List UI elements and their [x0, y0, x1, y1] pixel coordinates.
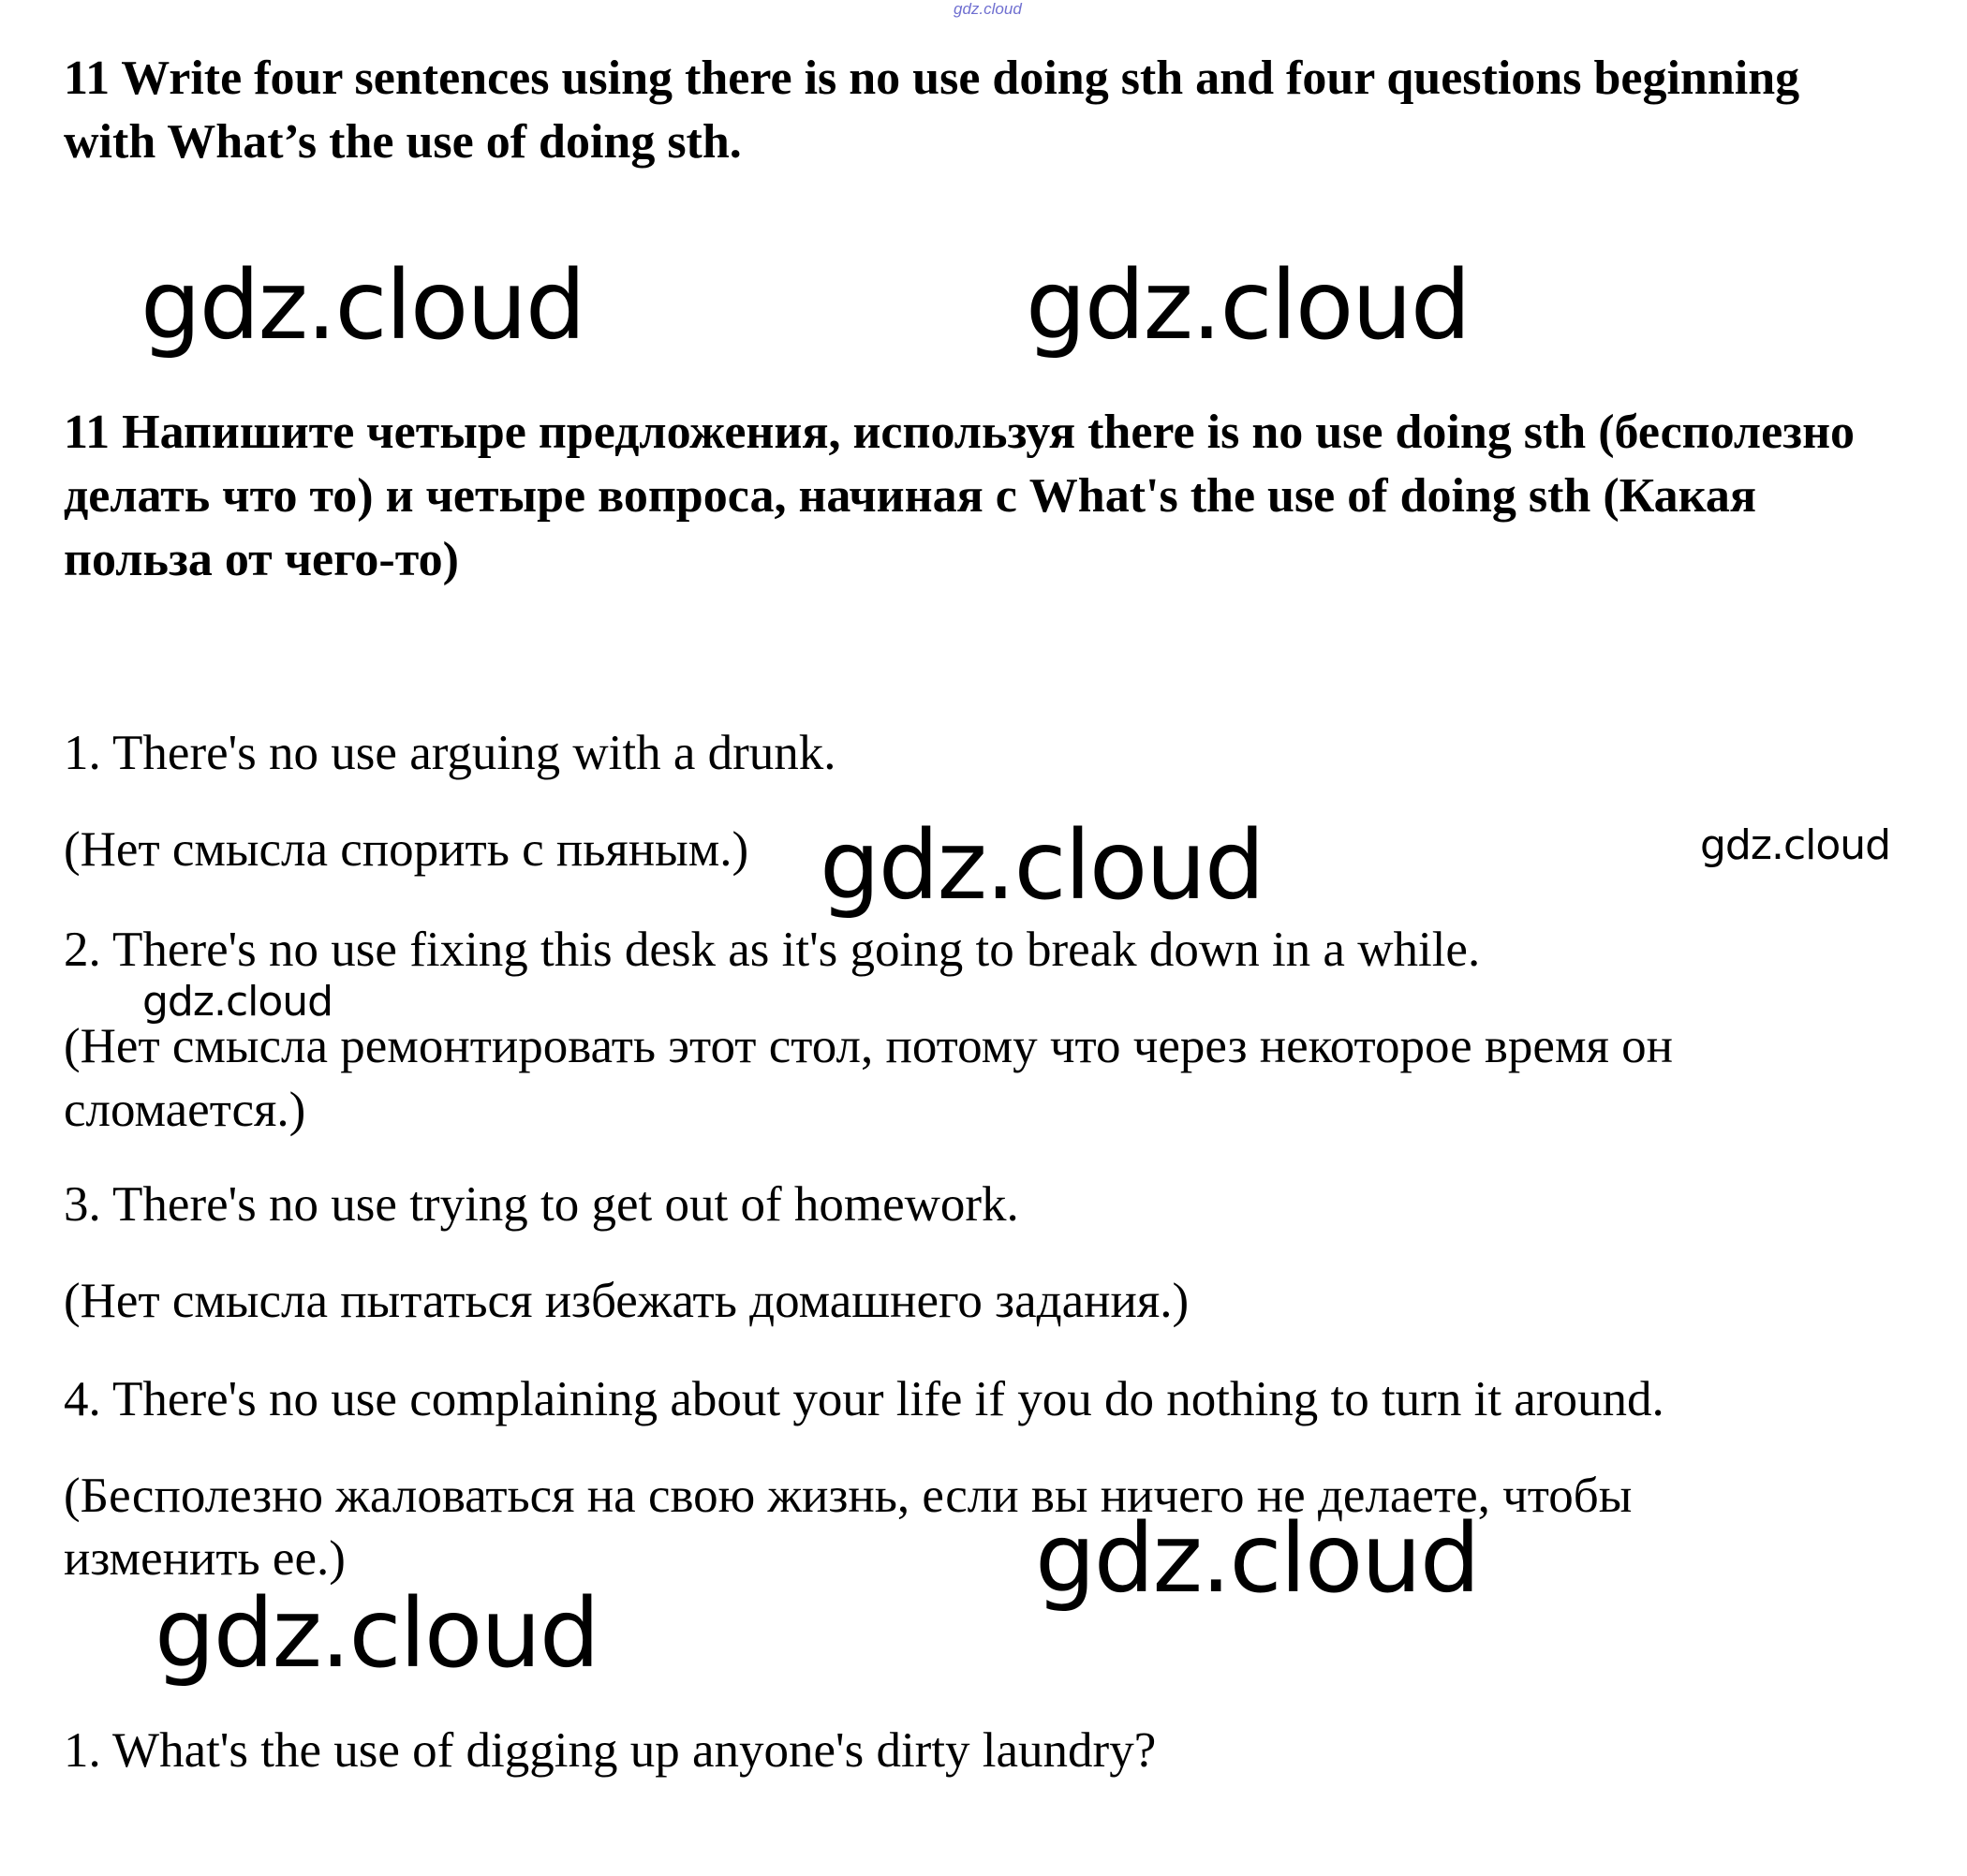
watermark: gdz.cloud [142, 978, 333, 1026]
task-heading-ru: 11 Напишите четыре предложения, используя there is no use doing sth (бесполезно делать что то) и четыре вопроса, начиная с What's the use of doing sth (Какая польза от чего-то) [64, 406, 1856, 586]
watermark: gdz.cloud [820, 810, 1264, 922]
question-1-en: 1. What's the use of digging up anyone's dirty laundry? [64, 1723, 1157, 1778]
task-heading-en: 11 Write four sentences using there is no use doing sth and four questions beginning with What’s the use of doing sth. [64, 52, 1800, 169]
sentence-2-ru-cont: сломается.) [64, 1083, 306, 1137]
sentence-2-ru: (Нет смысла ремонтировать этот стол, потому что через некоторое время он [64, 1019, 1673, 1073]
watermark: gdz.cloud [1035, 1503, 1479, 1615]
sentence-4-ru-cont: изменить ее.) [64, 1531, 346, 1586]
sentence-1-ru: (Нет смысла спорить с пьяным.) [64, 822, 749, 877]
sentence-2-en: 2. There's no use fixing this desk as it's going to break down in a while. [64, 923, 1481, 977]
sentence-1-en: 1. There's no use arguing with a drunk. [64, 726, 836, 780]
header-watermark: gdz.cloud [954, 0, 1022, 18]
sentence-3-en: 3. There's no use trying to get out of homework. [64, 1177, 1019, 1232]
sentence-4-en: 4. There's no use complaining about your life if you do nothing to turn it around. [64, 1372, 1664, 1426]
watermark: gdz.cloud [140, 250, 584, 362]
watermark: gdz.cloud [155, 1578, 599, 1690]
sentence-4-ru: (Бесполезно жаловаться на свою жизнь, если вы ничего не делаете, чтобы [64, 1469, 1633, 1523]
sentence-3-ru: (Нет смысла пытаться избежать домашнего задания.) [64, 1274, 1190, 1328]
watermark: gdz.cloud [1026, 250, 1470, 362]
watermark: gdz.cloud [1700, 821, 1891, 869]
